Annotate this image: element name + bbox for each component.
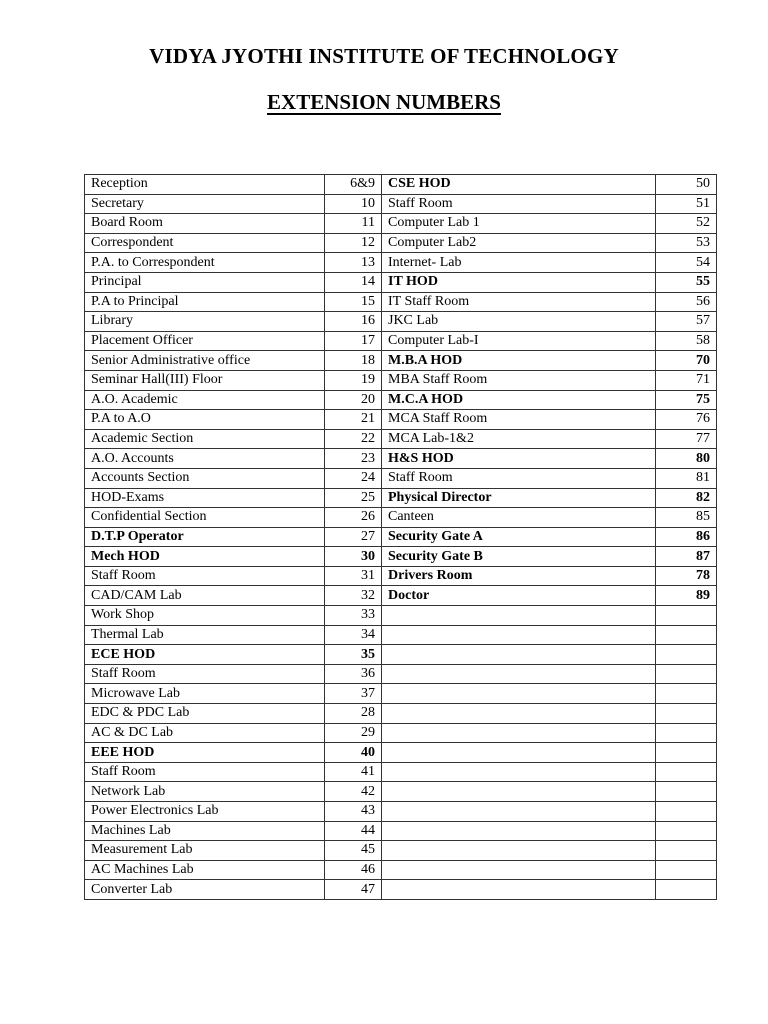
left-name-cell: CAD/CAM Lab xyxy=(85,586,325,606)
right-ext-cell: 70 xyxy=(656,351,717,371)
left-name-cell: Board Room xyxy=(85,214,325,234)
left-ext-cell: 12 xyxy=(325,233,382,253)
left-ext-cell: 47 xyxy=(325,880,382,900)
table-row xyxy=(85,312,717,332)
right-name-cell xyxy=(382,684,656,704)
left-name-cell: Correspondent xyxy=(85,233,325,253)
table-row xyxy=(85,214,717,234)
table-row xyxy=(85,743,717,763)
right-ext-cell: 82 xyxy=(656,488,717,508)
left-ext-cell: 41 xyxy=(325,762,382,782)
right-name-cell xyxy=(382,841,656,861)
table-row xyxy=(85,488,717,508)
left-name-cell: ECE HOD xyxy=(85,645,325,665)
left-ext-cell: 6&9 xyxy=(325,175,382,195)
table-row xyxy=(85,860,717,880)
left-ext-cell: 10 xyxy=(325,194,382,214)
left-name-cell: P.A to Principal xyxy=(85,292,325,312)
right-ext-cell xyxy=(656,704,717,724)
right-ext-cell: 89 xyxy=(656,586,717,606)
left-ext-cell: 18 xyxy=(325,351,382,371)
left-name-cell: D.T.P Operator xyxy=(85,527,325,547)
right-name-cell: Computer Lab 1 xyxy=(382,214,656,234)
left-name-cell: Measurement Lab xyxy=(85,841,325,861)
right-name-cell xyxy=(382,782,656,802)
right-name-cell: MCA Staff Room xyxy=(382,410,656,430)
left-ext-cell: 43 xyxy=(325,802,382,822)
left-ext-cell: 20 xyxy=(325,390,382,410)
left-ext-cell: 44 xyxy=(325,821,382,841)
left-name-cell: Mech HOD xyxy=(85,547,325,567)
right-name-cell xyxy=(382,625,656,645)
right-name-cell: Staff Room xyxy=(382,468,656,488)
right-name-cell: IT Staff Room xyxy=(382,292,656,312)
left-ext-cell: 24 xyxy=(325,468,382,488)
left-ext-cell: 14 xyxy=(325,272,382,292)
right-ext-cell xyxy=(656,664,717,684)
left-ext-cell: 17 xyxy=(325,331,382,351)
right-name-cell: Physical Director xyxy=(382,488,656,508)
left-name-cell: Converter Lab xyxy=(85,880,325,900)
right-ext-cell xyxy=(656,645,717,665)
left-ext-cell: 32 xyxy=(325,586,382,606)
right-name-cell: JKC Lab xyxy=(382,312,656,332)
left-ext-cell: 28 xyxy=(325,704,382,724)
right-name-cell xyxy=(382,645,656,665)
left-name-cell: Machines Lab xyxy=(85,821,325,841)
left-name-cell: Academic Section xyxy=(85,429,325,449)
left-ext-cell: 33 xyxy=(325,606,382,626)
left-name-cell: Staff Room xyxy=(85,664,325,684)
left-ext-cell: 11 xyxy=(325,214,382,234)
right-name-cell: Internet- Lab xyxy=(382,253,656,273)
right-name-cell xyxy=(382,743,656,763)
right-ext-cell xyxy=(656,762,717,782)
right-name-cell: Computer Lab-I xyxy=(382,331,656,351)
left-name-cell: Microwave Lab xyxy=(85,684,325,704)
left-name-cell: Staff Room xyxy=(85,566,325,586)
right-ext-cell xyxy=(656,880,717,900)
right-ext-cell xyxy=(656,723,717,743)
right-ext-cell xyxy=(656,821,717,841)
right-name-cell: IT HOD xyxy=(382,272,656,292)
left-ext-cell: 34 xyxy=(325,625,382,645)
table-row xyxy=(85,606,717,626)
right-ext-cell: 71 xyxy=(656,370,717,390)
table-row xyxy=(85,645,717,665)
table-row xyxy=(85,684,717,704)
right-ext-cell: 87 xyxy=(656,547,717,567)
left-ext-cell: 25 xyxy=(325,488,382,508)
table-row xyxy=(85,292,717,312)
left-name-cell: Placement Officer xyxy=(85,331,325,351)
table-row xyxy=(85,449,717,469)
right-ext-cell xyxy=(656,860,717,880)
table-row xyxy=(85,429,717,449)
right-ext-cell: 77 xyxy=(656,429,717,449)
table-row xyxy=(85,586,717,606)
table-row xyxy=(85,782,717,802)
left-name-cell: Secretary xyxy=(85,194,325,214)
right-name-cell xyxy=(382,704,656,724)
right-ext-cell: 85 xyxy=(656,508,717,528)
right-ext-cell xyxy=(656,684,717,704)
left-ext-cell: 35 xyxy=(325,645,382,665)
right-name-cell: Drivers Room xyxy=(382,566,656,586)
table-row xyxy=(85,547,717,567)
table-row xyxy=(85,253,717,273)
right-name-cell: M.C.A HOD xyxy=(382,390,656,410)
table-row xyxy=(85,233,717,253)
right-name-cell: Security Gate B xyxy=(382,547,656,567)
left-name-cell: Principal xyxy=(85,272,325,292)
page-subtitle: EXTENSION NUMBERS xyxy=(267,90,501,114)
right-name-cell: Security Gate A xyxy=(382,527,656,547)
left-name-cell: Network Lab xyxy=(85,782,325,802)
left-name-cell: P.A to A.O xyxy=(85,410,325,430)
left-name-cell: EDC & PDC Lab xyxy=(85,704,325,724)
right-ext-cell: 54 xyxy=(656,253,717,273)
right-ext-cell: 56 xyxy=(656,292,717,312)
left-ext-cell: 27 xyxy=(325,527,382,547)
right-ext-cell: 86 xyxy=(656,527,717,547)
table-row xyxy=(85,762,717,782)
right-name-cell: Staff Room xyxy=(382,194,656,214)
right-name-cell xyxy=(382,821,656,841)
left-ext-cell: 46 xyxy=(325,860,382,880)
table-row xyxy=(85,625,717,645)
left-name-cell: A.O. Academic xyxy=(85,390,325,410)
right-ext-cell: 55 xyxy=(656,272,717,292)
table-row xyxy=(85,664,717,684)
left-name-cell: HOD-Exams xyxy=(85,488,325,508)
left-ext-cell: 22 xyxy=(325,429,382,449)
table-row xyxy=(85,194,717,214)
right-name-cell: CSE HOD xyxy=(382,175,656,195)
left-ext-cell: 13 xyxy=(325,253,382,273)
right-ext-cell: 81 xyxy=(656,468,717,488)
table-row xyxy=(85,841,717,861)
table-row xyxy=(85,723,717,743)
left-name-cell: P.A. to Correspondent xyxy=(85,253,325,273)
right-name-cell: MCA Lab-1&2 xyxy=(382,429,656,449)
right-ext-cell: 53 xyxy=(656,233,717,253)
right-ext-cell: 76 xyxy=(656,410,717,430)
table-row xyxy=(85,508,717,528)
table-row xyxy=(85,390,717,410)
extension-table xyxy=(84,174,717,900)
table-row xyxy=(85,880,717,900)
right-name-cell xyxy=(382,723,656,743)
left-ext-cell: 29 xyxy=(325,723,382,743)
right-ext-cell xyxy=(656,802,717,822)
right-ext-cell: 52 xyxy=(656,214,717,234)
right-name-cell: Computer Lab2 xyxy=(382,233,656,253)
table-row xyxy=(85,468,717,488)
right-name-cell: M.B.A HOD xyxy=(382,351,656,371)
left-ext-cell: 42 xyxy=(325,782,382,802)
right-ext-cell xyxy=(656,743,717,763)
right-name-cell: Canteen xyxy=(382,508,656,528)
table-row xyxy=(85,821,717,841)
right-ext-cell: 57 xyxy=(656,312,717,332)
left-name-cell: EEE HOD xyxy=(85,743,325,763)
right-name-cell: H&S HOD xyxy=(382,449,656,469)
right-ext-cell: 51 xyxy=(656,194,717,214)
left-name-cell: Accounts Section xyxy=(85,468,325,488)
right-ext-cell: 75 xyxy=(656,390,717,410)
right-name-cell xyxy=(382,802,656,822)
left-ext-cell: 40 xyxy=(325,743,382,763)
left-ext-cell: 31 xyxy=(325,566,382,586)
left-ext-cell: 21 xyxy=(325,410,382,430)
table-row xyxy=(85,410,717,430)
right-name-cell xyxy=(382,880,656,900)
right-ext-cell xyxy=(656,782,717,802)
table-row xyxy=(85,351,717,371)
left-ext-cell: 19 xyxy=(325,370,382,390)
right-name-cell: Doctor xyxy=(382,586,656,606)
left-name-cell: Senior Administrative office xyxy=(85,351,325,371)
table-row xyxy=(85,704,717,724)
left-name-cell: AC Machines Lab xyxy=(85,860,325,880)
right-ext-cell xyxy=(656,606,717,626)
table-row xyxy=(85,802,717,822)
right-ext-cell xyxy=(656,841,717,861)
left-ext-cell: 37 xyxy=(325,684,382,704)
right-name-cell xyxy=(382,664,656,684)
left-name-cell: Power Electronics Lab xyxy=(85,802,325,822)
left-name-cell: Work Shop xyxy=(85,606,325,626)
right-name-cell xyxy=(382,860,656,880)
left-name-cell: Thermal Lab xyxy=(85,625,325,645)
left-name-cell: Library xyxy=(85,312,325,332)
table-row xyxy=(85,331,717,351)
left-ext-cell: 26 xyxy=(325,508,382,528)
table-row xyxy=(85,272,717,292)
table-row xyxy=(85,175,717,195)
left-ext-cell: 30 xyxy=(325,547,382,567)
left-ext-cell: 36 xyxy=(325,664,382,684)
right-name-cell: MBA Staff Room xyxy=(382,370,656,390)
right-name-cell xyxy=(382,762,656,782)
right-ext-cell: 50 xyxy=(656,175,717,195)
left-ext-cell: 16 xyxy=(325,312,382,332)
right-ext-cell: 58 xyxy=(656,331,717,351)
right-name-cell xyxy=(382,606,656,626)
table-row xyxy=(85,527,717,547)
left-name-cell: Reception xyxy=(85,175,325,195)
right-ext-cell: 80 xyxy=(656,449,717,469)
left-name-cell: A.O. Accounts xyxy=(85,449,325,469)
left-ext-cell: 15 xyxy=(325,292,382,312)
left-name-cell: AC & DC Lab xyxy=(85,723,325,743)
left-ext-cell: 45 xyxy=(325,841,382,861)
institute-title: VIDYA JYOTHI INSTITUTE OF TECHNOLOGY xyxy=(149,44,619,68)
left-name-cell: Confidential Section xyxy=(85,508,325,528)
left-name-cell: Seminar Hall(III) Floor xyxy=(85,370,325,390)
right-ext-cell: 78 xyxy=(656,566,717,586)
left-ext-cell: 23 xyxy=(325,449,382,469)
table-row xyxy=(85,370,717,390)
right-ext-cell xyxy=(656,625,717,645)
left-name-cell: Staff Room xyxy=(85,762,325,782)
table-row xyxy=(85,566,717,586)
